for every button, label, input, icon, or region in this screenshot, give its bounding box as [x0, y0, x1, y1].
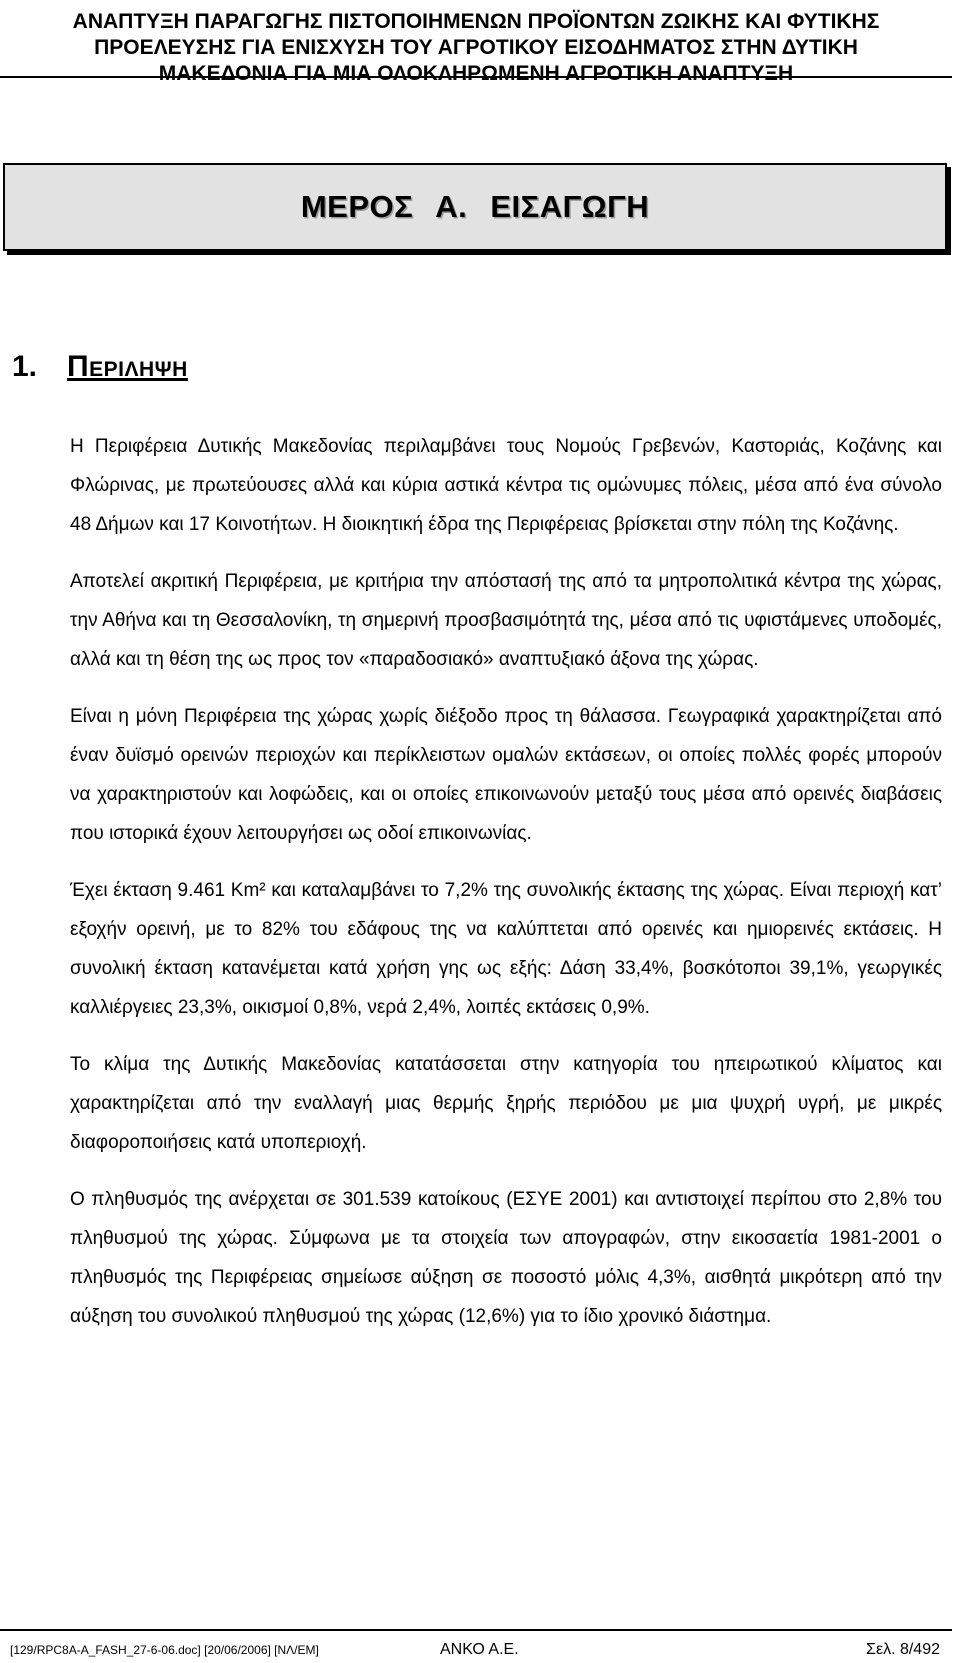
paragraph-area: Έχει έκταση 9.461 Km² και καταλαμβάνει το 7,2% της συνολικής έκτασης της χώρας. Είναι περιοχή κατ’ εξοχήν ορεινή, με το 82% του εδάφους της να καλύπτεται από ορεινές και ημιορεινές εκτάσεις. Η συνολική έκταση κατανέμεται κατά χρήση γης ως εξής: Δάση 33,4%, βοσκότοποι 39,1%, γεωργικές καλλιέργειες 23,3%, οικισμοί 0,8%, νερά 2,4%, λοιπές εκτάσεις 0,9%.: [70, 880, 942, 1018]
header-line-3: ΜΑΚΕΔΟΝΙΑ ΓΙΑ ΜΙΑ ΟΛΟΚΛΗΡΩΜΕΝΗ ΑΓΡΟΤΙΚΗ ΑΝΑΠΤΥΞΗ: [158, 62, 794, 85]
document-header: [0, 0, 952, 85]
document-footer: [0, 1629, 952, 1663]
header-line-2: ΠΡΟΕΛΕΥΣΗΣ ΓΙΑ ΕΝΙΣΧΥΣΗ ΤΟΥ ΑΓΡΟΤΙΚΟΥ ΕΙΣΟΔΗΜΑΤΟΣ ΣΤΗΝ ΔΥΤΙΚΗ: [94, 36, 858, 59]
section-title: Περιληψη: [67, 350, 188, 383]
footer-company: ΑΝΚΟ Α.Ε.: [440, 1641, 519, 1658]
paragraph-climate: Το κλίμα της Δυτικής Μακεδονίας κατατάσσεται στην κατηγορία του ηπειρωτικού κλίματος και χαρακτηρίζεται από την εναλλαγή μιας θερμής ξηρής περιόδου με μια ψυχρή υγρή, με μικρές διαφοροποιήσεις κατά υποπεριοχή.: [70, 1054, 942, 1153]
paragraph-geography: Είναι η μόνη Περιφέρεια της χώρας χωρίς διέξοδο προς τη θάλασσα. Γεωγραφικά χαρακτηρίζεται από έναν δυϊσμό ορεινών περιοχών και περίκλειστων ομαλών εκτάσεων, οι οποίες πολλές φορές μπορούν να χαρακτηριστούν και λοφώδεις, και οι οποίες επικοινωνούν μεταξύ τους μέσα από ορεινές διαβάσεις που ιστορικά έχουν λειτουργήσει ως οδοί επικοινωνίας.: [70, 706, 942, 844]
body-text: [70, 427, 942, 1354]
part-title: ΜΕΡΟΣ Α. ΕΙΣΑΓΩΓΗ: [300, 189, 650, 224]
paragraph-population: Ο πληθυσμός της ανέρχεται σε 301.539 κατοίκους (ΕΣΥΕ 2001) και αντιστοιχεί περίπου στο 2,8% του πληθυσμού της χώρας. Σύμφωνα με τα στοιχεία των απογραφών, στην εικοσαετία 1981-2001 ο πληθυσμός της Περιφέρειας σημείωσε αύξηση σε ποσοστό μόλις 4,3%, αισθητά μικρότερη από την αύξηση του συνολικού πληθυσμού της χώρας (12,6%) για το ίδιο χρονικό διάστημα.: [70, 1189, 942, 1327]
footer-page-number: Σελ. 8/492: [866, 1641, 940, 1658]
paragraph-regions: Η Περιφέρεια Δυτικής Μακεδονίας περιλαμβάνει τους Νομούς Γρεβενών, Καστοριάς, Κοζάνης και Φλώρινας, με πρωτεύουσες αλλά και κύρια αστικά κέντρα τις ομώνυμες πόλεις, μέσα από ένα σύνολο 48 Δήμων και 17 Κοινοτήτων. Η διοικητική έδρα της Περιφέρειας βρίσκεται στην πόλη της Κοζάνης.: [70, 436, 942, 535]
section-number: 1.: [12, 350, 38, 383]
part-title-box: [3, 163, 947, 251]
section-heading: [12, 350, 188, 384]
footer-file-reference: [129/RPC8A-A_FASH_27-6-06.doc] [20/06/2006] [ΝΛ/ΕΜ]: [10, 1643, 319, 1657]
paragraph-border-region: Αποτελεί ακριτική Περιφέρεια, με κριτήρια την απόστασή της από τα μητροπολιτικά κέντρα της χώρας, την Αθήνα και τη Θεσσαλονίκη, τη σημερινή προσβασιμότητά της, μέσα από τις υφιστάμενες υποδομές, αλλά και τη θέση της ως προς τον «παραδοσιακό» αναπτυξιακό άξονα της χώρας.: [70, 571, 942, 670]
header-line-1: ΑΝΑΠΤΥΞΗ ΠΑΡΑΓΩΓΗΣ ΠΙΣΤΟΠΟΙΗΜΕΝΩΝ ΠΡΟΪΟΝΤΩΝ ΖΩΙΚΗΣ ΚΑΙ ΦΥΤΙΚΗΣ: [72, 10, 880, 33]
